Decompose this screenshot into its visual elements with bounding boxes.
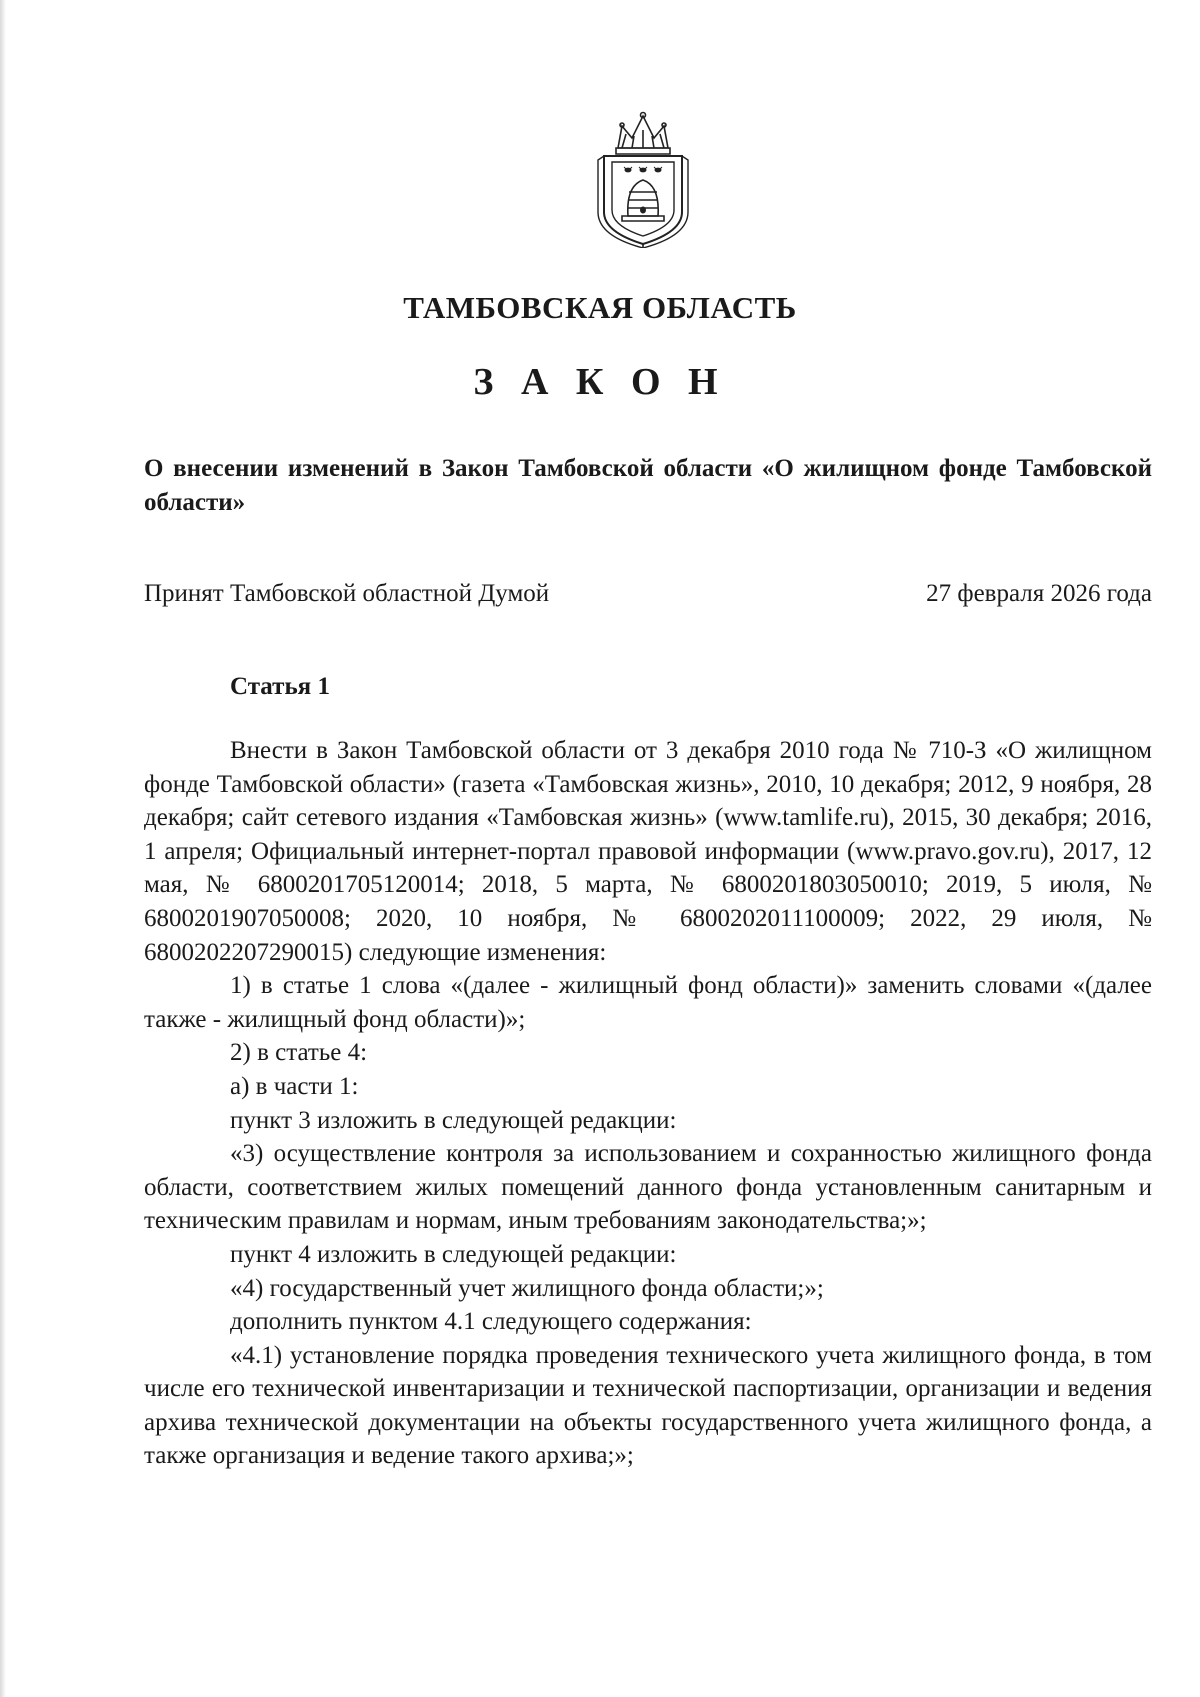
article-body — [144, 734, 1152, 1473]
paragraph-point-4-text: «4) государственный учет жилищного фонда области;»; — [230, 1274, 824, 1302]
law-subject-title: О внесении изменений в Закон Тамбовской области «О жилищном фонде Тамбовской области» — [144, 455, 1152, 516]
paragraph-subitem-a: а) в части 1: — [230, 1072, 359, 1100]
article-heading: Статья 1 — [230, 673, 330, 700]
paragraph-point-3-intro: пункт 3 изложить в следующей редакции: — [230, 1106, 677, 1134]
paragraph-item-1: 1) в статье 1 слова «(далее - жилищный фонд области)» заменить словами «(далее также - жилищный фонд области)»; — [144, 972, 1152, 1033]
region-title: ТАМБОВСКАЯ ОБЛАСТЬ — [403, 290, 797, 325]
document-type-heading: З А К О Н — [473, 361, 727, 403]
scan-edge — [0, 0, 6, 1697]
paragraph-intro: Внести в Закон Тамбовской области от 3 декабря 2010 года № 710-З «О жилищном фонде Тамбовской области» (газета «Тамбовская жизнь», 2010, 10 декабря; 2012, 9 ноября, 28 декабря; сайт сетевого издания «Тамбовская жизнь» (www.tamlife.ru), 2015, 30 декабря; 2016, 1 апреля; Официальный интернет-портал правовой информации (www.pravo.gov.ru), 2017, 12 мая, № 6800201705120014; 2018, 5 марта, № 6800201803050010; 2019, 5 июля, № 6800201907050008; 2020, 10 ноября, № 6800202011100009; 2022, 29 июля, № 6800202207290015) следующие изменения: — [144, 737, 1152, 966]
paragraph-point-4-1-intro: дополнить пунктом 4.1 следующего содержания: — [230, 1308, 752, 1336]
paragraph-item-2: 2) в статье 4: — [230, 1039, 368, 1067]
tambov-coat-of-arms-icon — [588, 108, 698, 248]
adopted-by-text: Принят Тамбовской областной Думой — [144, 580, 550, 607]
paragraph-point-4-intro: пункт 4 изложить в следующей редакции: — [230, 1240, 677, 1268]
paragraph-point-4-1-text: «4.1) установление порядка проведения технического учета жилищного фонда, в том числе его технической инвентаризации и технической паспортизации, организации и ведения архива технической документации на объекты государственного учета жилищного фонда, а также организация и ведение такого архива;»; — [144, 1341, 1152, 1470]
paragraph-point-3-text: «3) осуществление контроля за использованием и сохранностью жилищного фонда области, соответствием жилых помещений данного фонда установленным санитарным и техническим правилам и нормам, иным требованиям законодательства;»; — [144, 1140, 1152, 1235]
adoption-date: 27 февраля 2026 года — [926, 580, 1152, 607]
adoption-line — [144, 580, 1152, 608]
